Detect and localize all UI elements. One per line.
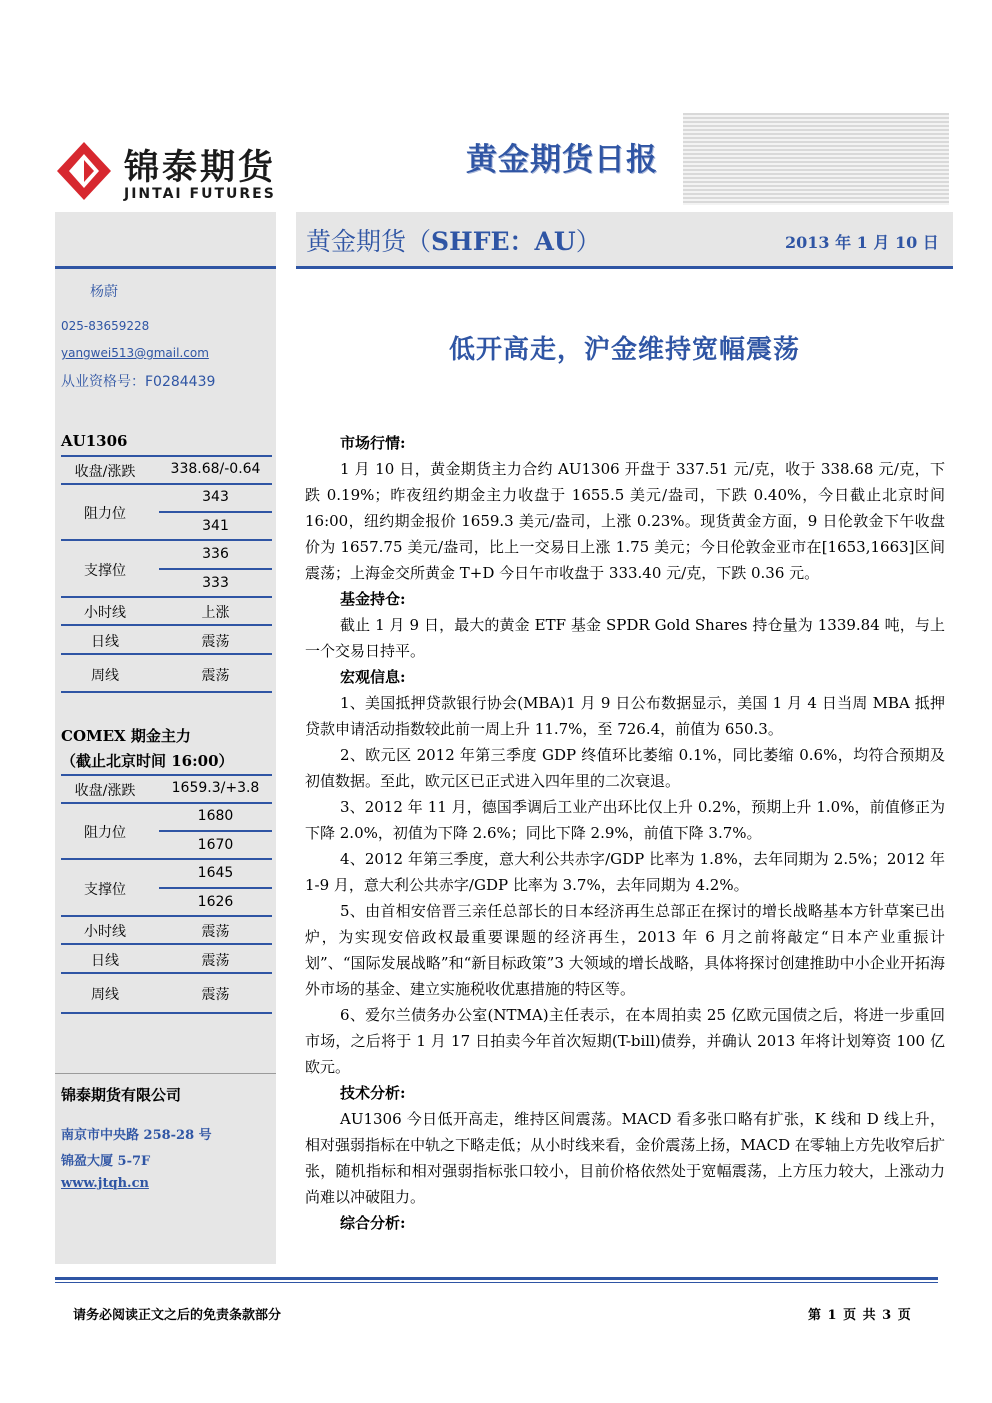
headline: 低开高走，沪金维持宽幅震荡 <box>448 335 800 365</box>
au-hourly-value: 上涨 <box>201 605 230 621</box>
comex-weekly-label: 周线 <box>91 987 119 1003</box>
contract-title <box>306 222 601 258</box>
market-paragraph: 1 月 10 日，黄金期货主力合约 AU1306 开盘于 337.51 元/克，收于 338.68 元/克，下跌 0.19%；昨夜纽约期金主力收盘于 1655.5 美元/盎司，下跌 0.40%，今日截止北京时间 16:00，纽约期金报价 1659.3 美元/盎司，上涨 0.23%。现货黄金方面，9 日伦敦金下午收盘价为 1657.75 美元/盎司，比上一交易日上涨 1.75 美元；今日伦敦金亚市在[1653,1663]区间震荡；上海金交所黄金 T+D 今日午市收盘于 333.40 元/克，下跌 0.36 元。 <box>305 460 945 582</box>
comex-support-value: 1626 <box>197 894 234 910</box>
au-support-label: 支撑位 <box>84 563 126 579</box>
logo-chinese-name: 锦泰期货 <box>124 148 277 188</box>
au-daily-value: 震荡 <box>201 634 230 650</box>
macro-item: 5、由首相安倍晋三亲任总部长的日本经济再生总部正在探讨的增长战略基本方针草案已出炉，为实现安倍政权最重要课题的经济再生，2013 年 6 月之前将敲定“日本产业重振计划”、“国际发展战略”和“新目标政策”3 大领域的增长战略，具体将探讨创建推助中小企业开拓海外市场的基金、建立实施税收优惠措施的特区等。 <box>305 902 945 998</box>
footer-disclaimer: 请务必阅读正文之后的免责条款部分 <box>73 1308 282 1323</box>
analyst-email-link[interactable]: yangwei513@gmail.com <box>61 346 209 360</box>
footer-divider-thin <box>55 1282 938 1283</box>
comex-table-subtitle: （截止北京时间 16:00） <box>61 752 234 770</box>
au-support-value: 333 <box>202 575 229 591</box>
macro-item: 4、2012 年第三季度，意大利公共赤字/GDP 比率为 1.8%，去年同期为 2.5%；2012 年 1-9 月，意大利公共赤字/GDP 比率为 3.7%，去年同期为 4.2%。 <box>305 850 945 894</box>
au-close-value: 338.68/-0.64 <box>170 461 261 477</box>
company-divider <box>55 1073 276 1074</box>
comex-support-label: 支撑位 <box>84 882 126 898</box>
contract-title-prefix: 黄金期货（ <box>306 227 432 256</box>
comex-daily-label: 日线 <box>91 953 119 969</box>
report-title: 黄金期货日报 <box>466 142 658 178</box>
comex-resistance-value: 1670 <box>197 837 234 853</box>
au-hourly-label: 小时线 <box>84 605 126 621</box>
au-close-label: 收盘/涨跌 <box>74 464 136 480</box>
tech-section-title: 技术分析: <box>340 1084 406 1102</box>
company-address-2: 锦盈大厦 5-7F <box>61 1154 151 1169</box>
contract-code: SHFE：AU <box>431 227 576 256</box>
comex-close-label: 收盘/涨跌 <box>74 783 136 799</box>
macro-item: 2、欧元区 2012 年第三季度 GDP 终值环比萎缩 0.1%，同比萎缩 0.6%，均符合预期及初值数据。至此，欧元区已正式进入四年里的二次衰退。 <box>305 746 945 790</box>
macro-item: 1、美国抵押贷款银行协会(MBA)1 月 9 日公布数据显示，美国 1 月 4 日当周 MBA 抵押贷款申请活动指数较此前一周上升 11.7%，至 726.4，前值为 650.3。 <box>305 694 945 738</box>
au-resistance-value: 341 <box>202 518 229 534</box>
au-support-value: 336 <box>202 546 229 562</box>
au-resistance-value: 343 <box>202 489 229 505</box>
report-date: 2013 年 1 月 10 日 <box>785 233 939 252</box>
fund-section-title: 基金持仓: <box>340 590 406 608</box>
comex-hourly-label: 小时线 <box>84 924 126 940</box>
page-number: 第 1 页 共 3 页 <box>808 1308 912 1323</box>
macro-item: 6、爱尔兰债务办公室(NTMA)主任表示，在本周拍卖 25 亿欧元国债之后，将进一步重回市场，之后将于 1 月 17 日拍卖今年首次短期(T-bill)债券，并确认 2013 年将计划筹资 100 亿欧元。 <box>305 1006 945 1076</box>
au-daily-label: 日线 <box>91 634 119 650</box>
company-logo-icon <box>55 140 113 202</box>
macro-item: 3、2012 年 11 月，德国季调后工业产出环比仅上升 0.2%，预期上升 1.0%，前值修正为下降 2.0%，初值为下降 2.6%；同比下降 2.9%，前值下降 3.7%。 <box>305 798 945 842</box>
logo-english-name: JINTAI FUTURES <box>124 186 276 202</box>
fund-paragraph: 截止 1 月 9 日，最大的黄金 ETF 基金 SPDR Gold Shares 持仓量为 1339.84 吨，与上一个交易日持平。 <box>305 616 945 660</box>
comex-support-value: 1645 <box>197 865 234 881</box>
report-body <box>305 430 945 1236</box>
summary-section-title: 综合分析: <box>340 1214 406 1232</box>
au-weekly-value: 震荡 <box>201 668 230 684</box>
comex-daily-value: 震荡 <box>201 953 230 969</box>
analyst-license: 从业资格号：F0284439 <box>61 374 216 390</box>
sidebar-divider <box>55 266 276 269</box>
comex-resistance-value: 1680 <box>197 808 234 824</box>
header-decoration <box>683 113 949 205</box>
comex-hourly-value: 震荡 <box>201 924 230 940</box>
comex-resistance-label: 阻力位 <box>84 825 126 841</box>
analyst-name: 杨蔚 <box>90 284 118 300</box>
au-weekly-label: 周线 <box>91 668 119 684</box>
au-resistance-label: 阻力位 <box>84 506 126 522</box>
comex-table-title: COMEX 期金主力 <box>61 727 191 745</box>
market-section-title: 市场行情: <box>340 434 406 452</box>
title-band-divider <box>296 266 953 269</box>
au-table-title: AU1306 <box>61 432 128 450</box>
comex-close-value: 1659.3/+3.8 <box>171 780 260 796</box>
comex-weekly-value: 震荡 <box>201 987 230 1003</box>
tech-paragraph: AU1306 今日低开高走，维持区间震荡。MACD 看多张口略有扩张，K 线和 D 线上升，相对强弱指标在中轨之下略走低；从小时线来看，金价震荡上扬，MACD 在零轴上方先收窄后扩张，随机指标和相对强弱指标张口较小，目前价格依然处于宽幅震荡，上方压力较大，上涨动力尚难以冲破阻力。 <box>305 1110 945 1206</box>
contract-title-suffix: ） <box>575 227 601 256</box>
company-name: 锦泰期货有限公司 <box>61 1086 182 1104</box>
footer-divider <box>55 1277 938 1280</box>
macro-section-title: 宏观信息: <box>340 668 406 686</box>
company-website-link[interactable]: www.jtqh.cn <box>61 1176 149 1191</box>
analyst-phone: 025-83659228 <box>61 319 150 333</box>
company-address-1: 南京市中央路 258-28 号 <box>61 1128 212 1143</box>
